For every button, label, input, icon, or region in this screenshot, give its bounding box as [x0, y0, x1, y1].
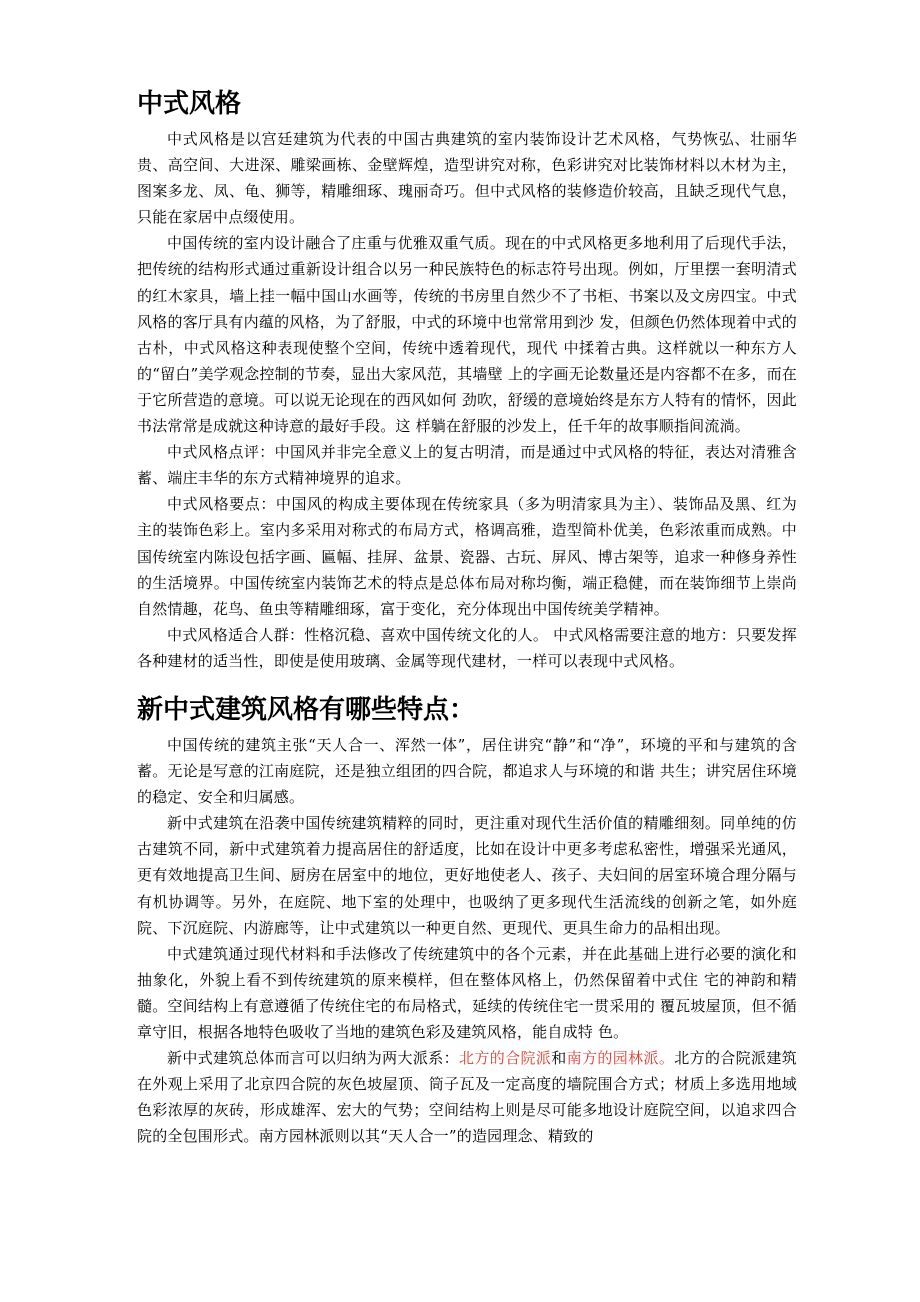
paragraph: 中式建筑通过现代材料和手法修改了传统建筑中的各个元素，并在此基础上进行必要的演化和抽象化，外貌上看不到传统建筑的原来模样，但在整体风格上，仍然保留着中式住 宅的神韵和精髓。空间结构上有意遵循了传统住宅的布局格式，延续的传统住宅一贯采用的 覆瓦坡屋顶，但不循章守旧，根据各地特色吸收了当地的建筑色彩及建筑风格，能自成特 色。	[137, 944, 797, 1041]
paragraph-two-schools	[137, 1045, 797, 1149]
text-run: 和	[551, 1049, 567, 1068]
paragraph: 中式风格适合人群：性格沉稳、喜欢中国传统文化的人。 中式风格需要注意的地方：只要发挥各种建材的适当性，即使是使用玻璃、金属等现代建材，一样可以表现中式风格。	[137, 625, 797, 670]
section-heading-chinese-style: 中式风格	[137, 89, 242, 119]
paragraph: 中式风格要点：中国风的构成主要体现在传统家具（多为明清家具为主）、装饰品及黑、红为主的装饰色彩上。室内多采用对称式的布局方式，格调高雅，造型简朴优美，色彩浓重而成熟。中国传统室内陈设包括字画、匾幅、挂屏、盆景、瓷器、古玩、屏风、博古架等，追求一种修身养性的生活境界。中国传统室内装饰艺术的特点是总体布局对称均衡，端正稳健，而在装饰细节上崇尚自然情趣，花鸟、鱼虫等精雕细琢，富于变化，充分体现出中国传统美学精神。	[137, 495, 797, 618]
document-page	[137, 82, 797, 1149]
section-heading-new-chinese-architecture: 新中式建筑风格有哪些特点：	[137, 694, 476, 725]
paragraph: 新中式建筑在沿袭中国传统建筑精粹的同时，更注重对现代生活价值的精雕细刻。同单纯的仿古建筑不同，新中式建筑着力提高居住的舒适度，比如在设计中更多考虑私密性，增强采光通风，更有效地提高卫生间、厨房在居室中的地位，更好地使老人、孩子、夫妇间的居室环境合理分隔与有机协调等。另外，在庭院、地下室的处理中，也吸纳了更多现代生活流线的创新之笔，如外庭院、下沉庭院、内游廊等，让中式建筑以一种更自然、更现代、更具生命力的品相出现。	[137, 814, 797, 937]
highlight-north-courtyard-school: 北方的合院派	[459, 1049, 552, 1068]
text-run: 北方的合院派建筑在外观上采用了北京四合院的灰色坡屋顶、筒子瓦及一定高度的墙院围合方式；材质上多选用地域色彩浓厚的灰砖，形成雄浑、宏大的气势；空间结构上则是尽可能多地设计庭院空间，以追求四合院的全包围形式。南方园林派则以其“天人合一”的造园理念、精致的	[137, 1049, 797, 1146]
text-run: 新中式建筑总体而言可以归纳为两大派系：	[167, 1049, 460, 1068]
paragraph: 中式风格是以宫廷建筑为代表的中国古典建筑的室内装饰设计艺术风格，气势恢弘、壮丽华贵、高空间、大进深、雕梁画栋、金壁辉煌，造型讲究对称，色彩讲究对比装饰材料以木材为主，图案多龙、凤、龟、狮等，精雕细琢、瑰丽奇巧。但中式风格的装修造价较高，且缺乏现代气息，只能在家居中点缀使用。	[137, 130, 797, 227]
paragraph: 中式风格点评：中国风并非完全意义上的复古明清，而是通过中式风格的特征，表达对清雅含蓄、端庄丰华的东方式精神境界的追求。	[137, 443, 797, 488]
paragraph: 中国传统的建筑主张“天人合一、浑然一体”，居住讲究“静”和“净”，环境的平和与建筑的含蓄。无论是写意的江南庭院，还是独立组团的四合院，都追求人与环境的和谐 共生；讲究居住环境的稳定、安全和归属感。	[137, 735, 797, 807]
highlight-south-garden-school: 南方的园林派。	[566, 1049, 675, 1068]
paragraph: 中国传统的室内设计融合了庄重与优雅双重气质。现在的中式风格更多地利用了后现代手法，把传统的结构形式通过重新设计组合以另一种民族特色的标志符号出现。例如，厅里摆一套明清式的红木家具，墙上挂一幅中国山水画等，传统的书房里自然少不了书柜、书案以及文房四宝。中式风格的客厅具有内蕴的风格，为了舒服，中式的环境中也常常用到沙 发，但颜色仍然体现着中式的古朴，中式风格这种表现使整个空间，传统中透着现代，现代 中揉着古典。这样就以一种东方人的“留白”美学观念控制的节奏，显出大家风范，其墙壁 上的字画无论数量还是内容都不在多，而在于它所营造的意境。可以说无论现在的西风如何 劲吹，舒缓的意境始终是东方人特有的情怀，因此书法常常是成就这种诗意的最好手段。这 样躺在舒服的沙发上，任千年的故事顺指间流淌。	[137, 234, 797, 436]
